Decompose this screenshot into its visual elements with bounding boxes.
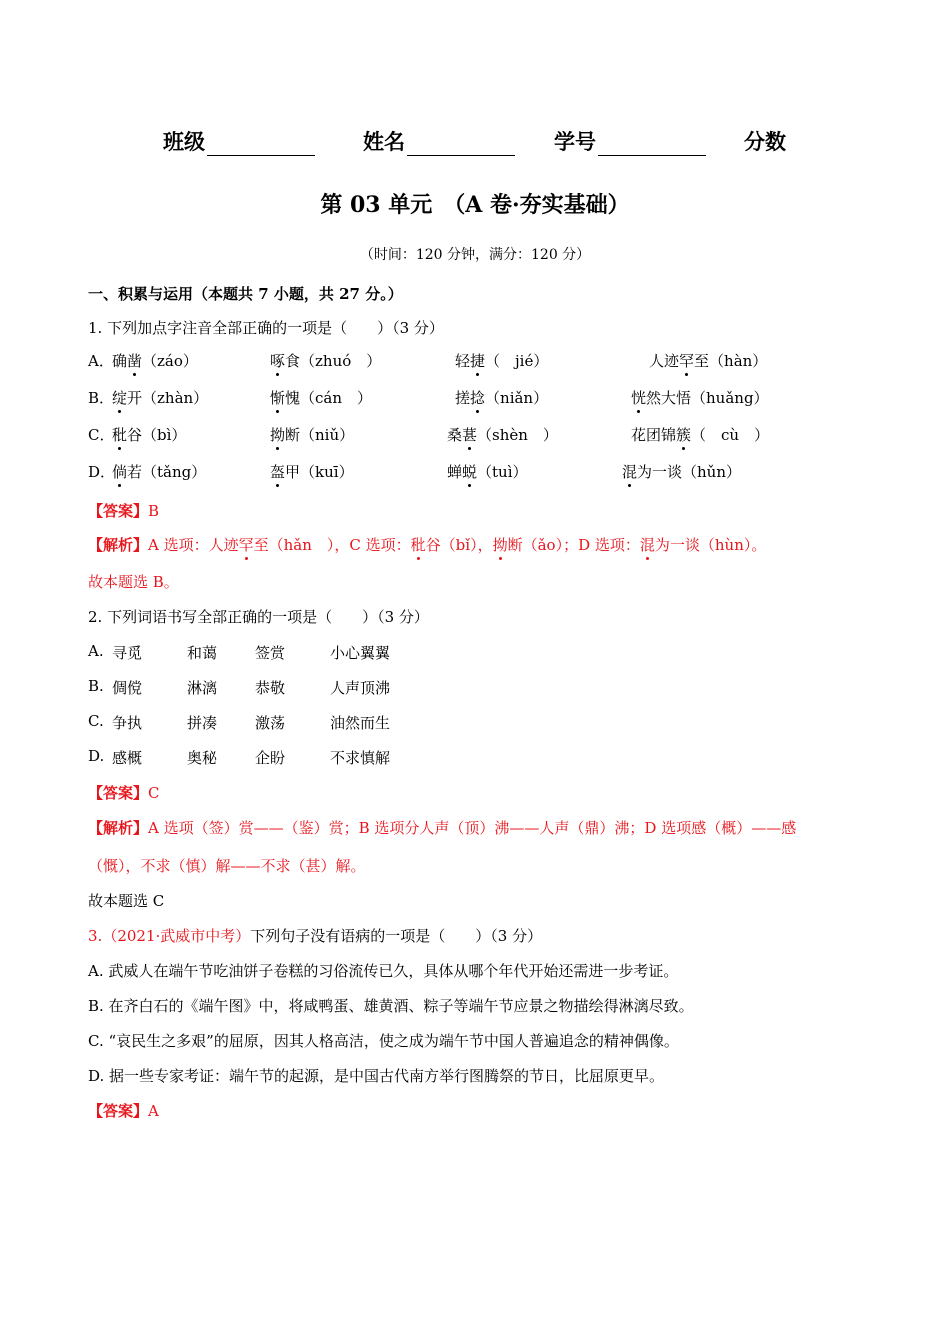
q3-stem (88, 925, 542, 946)
q1-option-item: 蝉蜕（tuì） (447, 463, 528, 481)
q2-analysis (88, 817, 796, 838)
dotted-char: 葚 (462, 426, 478, 444)
dotted-char: 恍 (631, 389, 647, 407)
score-field (744, 126, 786, 156)
q2-word: 企盼 (255, 749, 286, 767)
q3-number: 3. (88, 927, 103, 945)
analysis-tag: 【解析】 (88, 536, 149, 554)
q1-option-item: 惭愧（cán ） (270, 389, 373, 407)
name-label: 姓名 (363, 129, 405, 154)
answer-tag: 【答案】 (88, 502, 149, 520)
q1-analysis: 【解析】A 选项：人迹罕至（hǎn ），C 选项：秕谷（bǐ），拗断（ǎo）；D 选项：混为一谈（hùn）。 (88, 536, 767, 554)
q2-word: 感概 (112, 749, 143, 767)
q2-word: 倜傥 (112, 679, 143, 697)
answer-value: A (148, 1102, 159, 1120)
q2-word: 奥秘 (187, 749, 218, 767)
student-number-label: 学号 (554, 129, 596, 154)
name-field (363, 126, 515, 156)
dotted-char: 盔 (270, 463, 286, 481)
q1-conclusion: 故本题选 B。 (88, 573, 179, 591)
dotted-char: 簇 (676, 426, 692, 444)
answer-value: B (148, 502, 160, 520)
q1-stem: 1. 下列加点字注音全部正确的一项是（ ）（3 分） (88, 319, 444, 337)
q3-option: D. 据一些专家考证：端午节的起源，是中国古代南方举行图腾祭的节日，比屈原更早。 (88, 1067, 665, 1085)
answer-value: C (148, 784, 160, 802)
dotted-char: 惭 (270, 389, 286, 407)
q3-option: B. 在齐白石的《端午图》中，将咸鸭蛋、雄黄酒、粽子等端午节应景之物描绘得淋漓尽致。 (88, 997, 694, 1015)
q2-word: 寻觅 (112, 644, 143, 662)
q2-word: 激荡 (255, 714, 286, 732)
q2-word: 不求慎解 (330, 749, 391, 767)
q1-answer (88, 500, 159, 521)
q1-option-item: 绽开（zhàn） (112, 389, 209, 407)
dotted-char: 罕 (238, 536, 254, 554)
q3-option: C. “哀民生之多艰”的屈原，因其人格高洁，使之成为端午节中国人普遍追念的精神偶像。 (88, 1032, 679, 1050)
q2-option-label: C. (88, 712, 104, 730)
q2-option-label: D. (88, 747, 105, 765)
q2-word: 淋漓 (187, 679, 218, 697)
q2-word: 恭敬 (255, 679, 286, 697)
page-title: 第 03 单元 （A 卷·夯实基础） (320, 192, 630, 218)
q1-option-item: 确凿（záo） (112, 352, 198, 370)
q1-option-item: 桑葚（shèn ） (447, 426, 558, 444)
q1-option-item: 轻捷（ jié） (455, 352, 549, 370)
score-label: 分数 (744, 129, 786, 154)
q2-word: 争执 (112, 714, 143, 732)
q3-source: （2021·武威市中考） (102, 927, 251, 945)
q1-option-item: 花团锦簇（ cù ） (631, 426, 770, 444)
q1-option-label: B． (88, 389, 115, 407)
dotted-char: 绽 (112, 389, 128, 407)
q2-option-label: A. (88, 642, 104, 660)
q2-option-label: B. (88, 677, 104, 695)
q1-option-item: 人迹罕至（hàn） (649, 352, 768, 370)
dotted-char: 捻 (470, 389, 486, 407)
student-number-field (554, 126, 706, 156)
class-field (163, 126, 315, 156)
answer-tag: 【答案】 (88, 1102, 149, 1120)
q3-answer (88, 1100, 159, 1121)
q2-stem: 2. 下列词语书写全部正确的一项是（ ）（3 分） (88, 608, 429, 626)
q2-word: 油然而生 (330, 714, 391, 732)
q2-conclusion: 故本题选 C (88, 892, 165, 910)
analysis-tag: 【解析】 (88, 819, 149, 837)
dotted-char: 倘 (112, 463, 128, 481)
q1-option-label: A． (88, 352, 114, 370)
q1-option-item: 啄食（zhuó ） (270, 352, 382, 370)
q1-option-item: 搓捻（niǎn） (455, 389, 549, 407)
student-number-blank (598, 135, 706, 156)
q3-option: A. 武威人在端午节吃油饼子卷糕的习俗流传已久，具体从哪个年代开始还需进一步考证。 (88, 962, 679, 980)
answer-tag: 【答案】 (88, 784, 149, 802)
dotted-char: 拗 (492, 536, 508, 554)
q1-option-label: C． (88, 426, 115, 444)
dotted-char: 秕 (112, 426, 128, 444)
dotted-char: 罕 (679, 352, 695, 370)
name-blank (407, 135, 515, 156)
q2-word: 拼凑 (187, 714, 218, 732)
q2-word: 人声顶沸 (330, 679, 391, 697)
q1-option-label: D． (88, 463, 116, 481)
q3-stem-text: 下列句子没有语病的一项是（ ）（3 分） (250, 927, 543, 945)
q2-word: 和蔼 (187, 644, 218, 662)
time-score-note: （时间：120 分钟，满分：120 分） (359, 247, 591, 263)
q2-analysis-continued: （慨），不求（慎）解——不求（甚）解。 (88, 857, 366, 875)
q1-option-item: 拗断（niǔ） (270, 426, 355, 444)
q2-word: 签赏 (255, 644, 286, 662)
dotted-char: 蜕 (462, 463, 478, 481)
dotted-char: 啄 (270, 352, 286, 370)
dotted-char: 拗 (270, 426, 286, 444)
dotted-char: 混 (622, 463, 638, 481)
q1-option-item: 混为一谈（hǔn） (622, 463, 741, 481)
q2-word: 小心翼翼 (330, 644, 391, 662)
q1-option-item: 秕谷（bì） (112, 426, 187, 444)
class-blank (207, 135, 315, 156)
dotted-char: 凿 (127, 352, 143, 370)
section-heading: 一、积累与运用（本题共 7 小题，共 27 分。） (88, 285, 403, 303)
q1-option-item: 倘若（tǎng） (112, 463, 207, 481)
q2-answer (88, 782, 160, 803)
dotted-char: 混 (639, 536, 655, 554)
dotted-char: 捷 (470, 352, 486, 370)
analysis-text: A 选项（签）赏——（鉴）赏；B 选项分人声（顶）沸——人声（鼎）沸；D 选项感（概）——感 (148, 819, 797, 837)
dotted-char: 秕 (410, 536, 426, 554)
class-label: 班级 (163, 129, 205, 154)
q1-option-item: 恍然大悟（huǎng） (631, 389, 769, 407)
q1-option-item: 盔甲（kuī） (270, 463, 354, 481)
